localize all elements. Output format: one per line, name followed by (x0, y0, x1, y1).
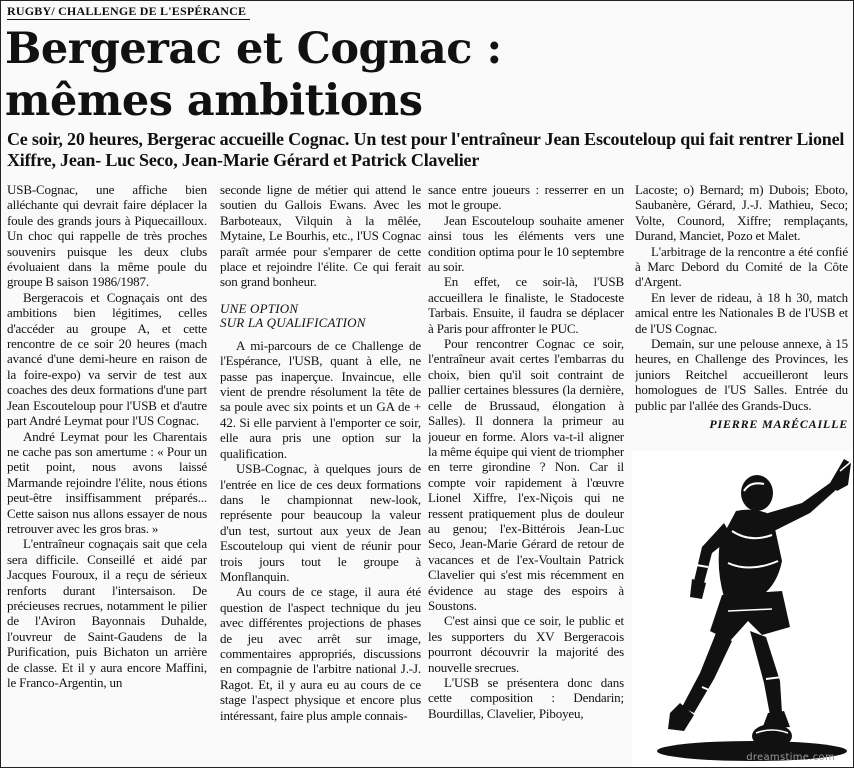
paragraph: En effet, ce soir-là, l'USB accueillera le finaliste, le Stadoceste Tarbais. Ensuite, il faudra se déplacer à Paris pour affronter le PUC. (428, 274, 624, 336)
paragraph: sance entre joueurs : resserrer en un mot le groupe. (428, 182, 624, 213)
watermark: dreamstime.com (746, 752, 835, 763)
article-column-2 (220, 182, 421, 767)
rugby-kicker-icon (632, 451, 853, 767)
paragraph: L'entraîneur cognaçais sait que cela sera difficile. Conseillé et aidé par Jacques Fouroux, il a reçu de sérieux renforts durant l'intersaison. De précieuses recrues, notamment le pilier de l'Aviron Bayonnais Duhalde, l'ouvreur de Saint-Gaudens de la Purification, puis Bichaton un arrière de classe. Et il y aura encore Maffini, le Franco-Argentin, un (7, 536, 207, 690)
headline (5, 23, 785, 127)
headline-line-1: Bergerac et Cognac : (5, 24, 502, 74)
article-column-4 (635, 182, 848, 452)
paragraph: USB-Cognac, une affiche bien alléchante qui devrait faire déplacer la foule des grands jours à Piquecailloux. Un choc qui rappelle de très proches souvenirs puisque les deux clubs évoluaient dans la même poule du groupe B saison 1986/1987. (7, 182, 207, 290)
paragraph: Bergeracois et Cognaçais ont des ambitions bien légitimes, celles d'accéder au groupe A, et cette rencontre de ce soir 20 heures (mach avancé d'une demi-heure en raison de la foire-expo) va servir de test aux coaches des deux formations d'une part Jean Escouteloup pour l'USB et d'autre part André Leymat pour l'US Cognac. (7, 289, 207, 429)
rugby-player-illustration (632, 451, 853, 767)
paragraph: A mi-parcours de ce Challenge de l'Espérance, l'USB, quant à elle, ne passe pas inaperçue. Invaincue, elle vient de prendre résolument la tête de sa poule avec six points et un GA de + 42. Si elle parvient à l'emporter ce soir, elle aura pris une option sur la qualification. (220, 337, 421, 461)
article-column-1 (7, 182, 207, 767)
paragraph: Au cours de ce stage, il aura été question de l'aspect technique du jeu avec différentes projections de phases de jeu avec arrêt sur image, commentaires appropriés, discussions en compagnie de l'arbitre national J.-J. Ragot. Et, il y aura eu au cours de ce stage l'aspect physique et encore plus intéressant, faire plus ample connais- (220, 584, 421, 723)
subhead-line-2: SUR LA QUALIFICATION (220, 314, 366, 330)
paragraph: En lever de rideau, à 18 h 30, match amical entre les Nationales B de l'USB et de l'US Cognac. (635, 289, 848, 336)
paragraph: seconde ligne de métier qui attend le soutien du Gallois Ewans. Avec les Barboteaux, Vilquin à la mêlée, Mytaine, Le Bourhis, etc., l'US Cognac paraît armée pour s'emparer de cette place et rejoindre l'élite. Ce qui ferait son grand bonheur. (220, 182, 421, 290)
section-subhead (220, 302, 421, 330)
paragraph: C'est ainsi que ce soir, le public et les supporters du XV Bergeracois pourront découvrir la majorité des nouvelle srecrues. (428, 613, 624, 675)
paragraph: L'USB se présentera donc dans cette composition : Dendarin; Bourdillas, Clavelier, Piboyeu, (428, 675, 624, 721)
article-column-3 (428, 182, 624, 767)
paragraph: André Leymat pour les Charentais ne cache pas son amertume : « Pour un petit point, nous avons laissé Marmande rejoindre l'élite, nous étions peut-être insiffisamment préparés... Cette saison nus allons essayer de nous retrouver avec les gros bras. » (7, 428, 207, 536)
paragraph: Lacoste; o) Bernard; m) Dubois; Eboto, Saubanère, Gérard, J.-J. Mathieu, Seco; Volte, Counord, Xiffre; remplaçants, Durand, Manciet, Pozo et Malet. (635, 182, 848, 244)
byline: PIERRE MARÉCAILLE (709, 417, 848, 432)
subhead-line-1: UNE OPTION (220, 300, 299, 316)
paragraph: Jean Escouteloup souhaite amener ainsi tous les éléments vers une condition optima pour le 10 septembre au soir. (428, 212, 624, 275)
paragraph: Demain, sur une pelouse annexe, à 15 heures, en Challenge des Provinces, les juniors Reitchel accueilleront leurs homologues de l'US Salles. Entrée du public par l'allée des Grands-Ducs. (635, 336, 848, 413)
paragraph: USB-Cognac, à quelques jours de l'entrée en lice de ces deux formations dans le championnat new-look, représente pour beaucoup la valeur d'un test, surtout aux yeux de Jean Escouteloup qui vient de réunir pour trois jours tout le groupe à Monflanquin. (220, 461, 421, 584)
paragraph: L'arbitrage de la rencontre a été confié à Marc Debord du Comité de la Côte d'Argent. (635, 243, 848, 290)
headline-line-2: mêmes ambitions (5, 76, 423, 126)
paragraph: Pour rencontrer Cognac ce soir, l'entraîneur avait certes l'embarras du choix, bien qu'il soit contraint de pallier certaines blessures (la dernière, celle de Brussaud, élongation à Salles). Il donnera la primeur au joueur en forme. Alors va-t-il aligner la même équipe qui vient de triompher en terre girondine ? Non. Car il compte voir rapidement à l'œuvre Lionel Xiffre, l'ex-Niçois qui ne ressent pratiquement plus de douleur au genou; l'ex-Bittérois Jean-Luc Seco, Jean-Marie Gérard de retour de vacances et de l'ex-Voultain Patrick Clavelier qui s'est mis récemment en évidence au stage des espoirs à Soustons. (428, 336, 624, 613)
deck-subheadline: Ce soir, 20 heures, Bergerac accueille Cognac. Un test pour l'entraîneur Jean Escouteloup qui fait rentrer Lionel Xiffre, Jean- Luc Seco, Jean-Marie Gérard et Patrick Clavelier (7, 129, 845, 170)
section-rubric: RUGBY/ CHALLENGE DE L'ESPÉRANCE (7, 4, 250, 20)
